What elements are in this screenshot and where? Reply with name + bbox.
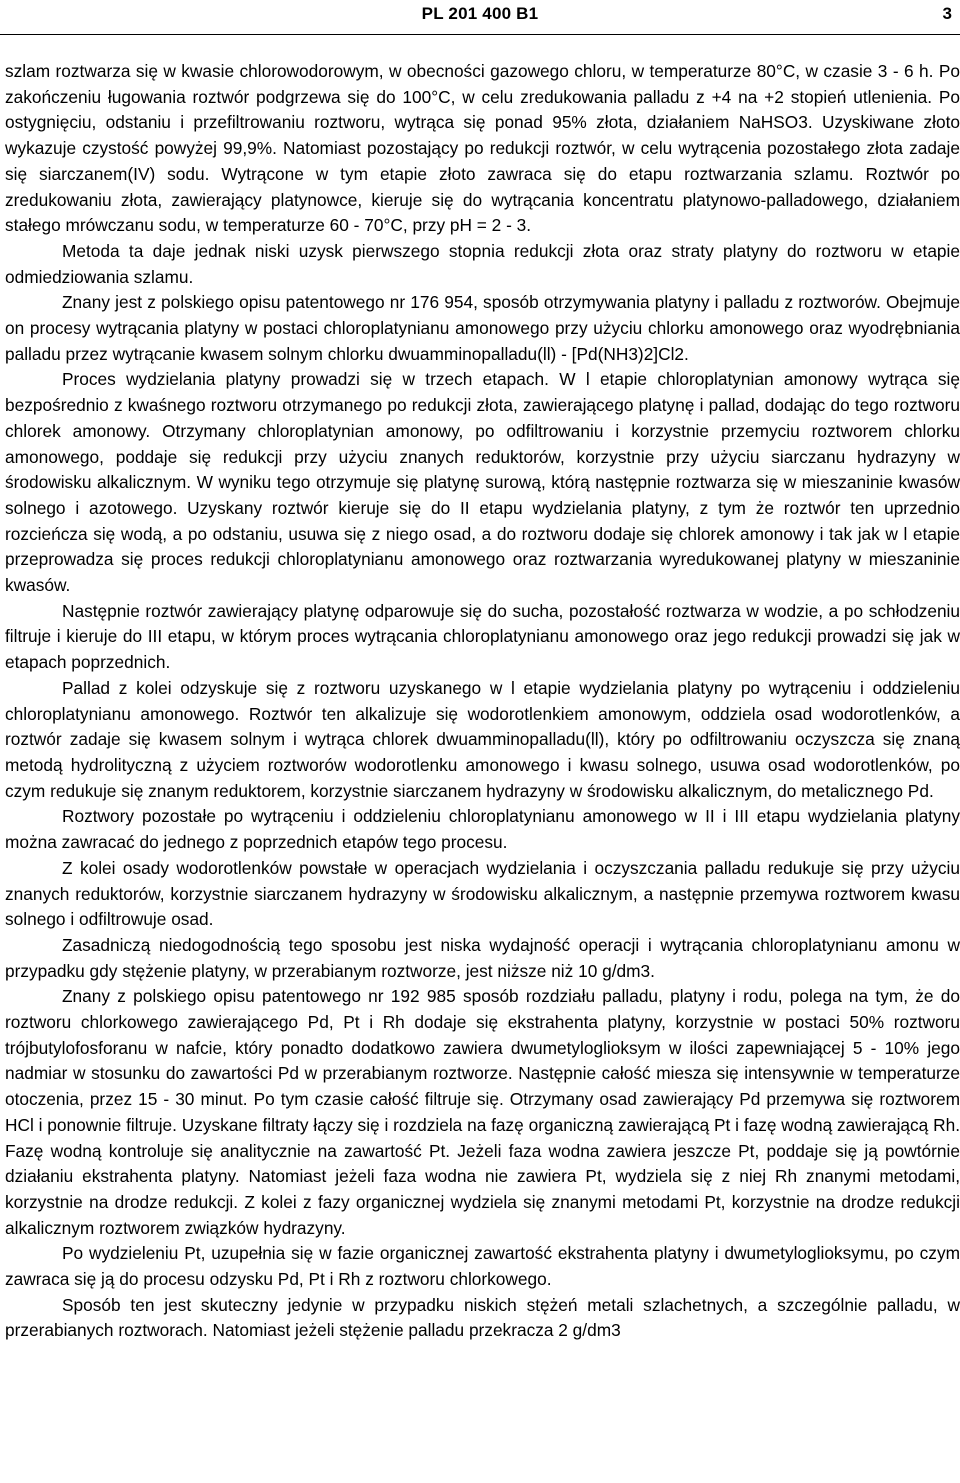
paragraph: Znany jest z polskiego opisu patentowego nr 176 954, sposób otrzymywania platyny i palladu z roztworów. Obejmuje on procesy wytrącania platyny w postaci chloroplatynianu amonowego przy użyciu chlorku amonowego oraz wyodrębniania palladu przez wytrącanie kwasem solnym chlorku dwuamminopalladu(ll) - [Pd(NH3)2]Cl2. xyxy=(5,292,960,364)
paragraph: Sposób ten jest skuteczny jedynie w przypadku niskich stężeń metali szlachetnych, a szczególnie palladu, w przerabianych roztworach. Natomiast jeżeli stężenie palladu przekracza 2 g/dm3 xyxy=(5,1294,960,1341)
paragraph: Proces wydzielania platyny prowadzi się w trzech etapach. W l etapie chloroplatynian amonowy wytrąca się bezpośrednio z kwaśnego roztworu otrzymanego po redukcji złota, zawierającego platynę i pallad, dodając do tego roztworu chlorek amonowy. Otrzymany chloroplatynian amonowy, po odfiltrowaniu i korzystnie przemyciu roztworem chlorku amonowego, poddaje się redukcji przy użyciu znanych reduktorów, korzystnie przy użyciu siarczanu hydrazyny w środowisku alkalicznym. W wyniku tego otrzymuje się platynę surową, którą następnie roztwarza się w mieszaninie kwasów solnego i azotowego. Uzyskany roztwór kieruje się do II etapu wydzielania platyny, z tym że roztwór ten uprzednio rozcieńcza się wodą, a po odstaniu, usuwa się z niego osad, a do roztworu dodaje się chlorek amonowy i tak jak w l etapie przeprowadza się proces redukcji chloroplatynianu amonowego oraz roztwarzania wyredukowanej platyny w mieszaninie kwasów. xyxy=(5,369,960,596)
paragraph: Znany z polskiego opisu patentowego nr 192 985 sposób rozdziału palladu, platyny i rodu, polega na tym, że do roztworu chlorkowego zawierającego Pd, Pt i Rh dodaje się ekstrahenta platyny, korzystnie w postaci 50% roztworu trójbutylofosforanu w nafcie, który ponadto dodatkowo zawiera dwumetyloglioksym w ilości zapewniającej 5 - 10% jego nadmiar w stosunku do zawartości Pd w przerabianym roztworze. Następnie całość miesza się intensywnie w temperaturze otoczenia, przez 15 - 30 minut. Po tym czasie całość filtruje się. Otrzymany osad zawierający Pd przemywa się roztworem HCl i ponownie filtruje. Uzyskane filtraty łączy się i rozdziela na fazę organiczną zawierającą Pt i fazę wodną zawierającą Rh. Fazę wodną kontroluje się analitycznie na zawartość Pt. Jeżeli faza wodna zawiera jeszcze Pt, poddaje się ją powtórnie działaniu ekstrahenta platyny. Natomiast jeżeli faza wodna nie zawiera Pt, wydziela się z niej Rh znanymi metodami, korzystnie na drodze redukcji. Z kolei z fazy organicznej wydziela się znanymi metodami Pt, korzystnie na drodze redukcji alkalicznym roztworem związków hydrazyny. xyxy=(5,986,960,1238)
paragraph: Następnie roztwór zawierający platynę odparowuje się do sucha, pozostałość roztwarza w wodzie, a po schłodzeniu filtruje i kieruje do III etapu, w którym proces wytrącania chloroplatynianu amonowego oraz jego redukcji prowadzi się jak w etapach poprzednich. xyxy=(5,600,960,673)
paragraph: Zasadniczą niedogodnością tego sposobu jest niska wydajność operacji i wytrącania chloroplatynianu amonu w przypadku gdy stężenie platyny, w przerabianym roztworze, jest niższe niż 10 g/dm3. xyxy=(5,934,960,981)
page-number: 3 xyxy=(942,4,952,23)
paragraph: Po wydzieleniu Pt, uzupełnia się w fazie organicznej zawartość ekstrahenta platyny i dwumetyloglioksymu, po czym zawraca się ją do procesu odzysku Pd, Pt i Rh z roztworu chlorkowego. xyxy=(5,1243,960,1290)
page-header xyxy=(0,4,960,28)
document-body xyxy=(5,59,960,1344)
paragraph: Metoda ta daje jednak niski uzysk pierwszego stopnia redukcji złota oraz straty platyny do roztworu w etapie odmiedziowania szlamu. xyxy=(5,240,960,287)
paragraph: szlam roztwarza się w kwasie chlorowodorowym, w obecności gazowego chloru, w temperaturze 80°C, w czasie 3 - 6 h. Po zakończeniu ługowania roztwór podgrzewa się do 100°C, w celu zredukowania palladu z +4 na +2 stopień utlenienia. Po ostygnięciu, odstaniu i przefiltrowaniu roztworu, wytrąca się ponad 95% złota, działaniem NaHSO3. Uzyskiwane złoto wykazuje czystość powyżej 99,9%. Natomiast pozostający po redukcji roztwór, w celu wytrącenia pozostałego złota zadaje się siarczanem(IV) sodu. Wytrącone w tym etapie złoto zawraca się do etapu roztwarzania szlamu. Roztwór po zredukowaniu złota, zawierający platynowce, kieruje się do wytrącania koncentratu platynowo-palladowego, działaniem stałego mrówczanu sodu, w temperaturze 60 - 70°C, przy pH = 2 - 3. xyxy=(5,61,960,236)
paragraph: Z kolei osady wodorotlenków powstałe w operacjach wydzielania i oczyszczania palladu redukuje się przy użyciu znanych reduktorów, korzystnie siarczanem hydrazyny w środowisku alkalicznym, a następnie przemywa roztworem kwasu solnego i odfiltrowuje osad. xyxy=(5,857,960,930)
header-divider xyxy=(0,34,960,35)
paragraph: Pallad z kolei odzyskuje się z roztworu uzyskanego w l etapie wydzielania platyny po wytrąceniu i oddzieleniu chloroplatynianu amonowego. Roztwór ten alkalizuje się wodorotlenkiem amonowym, oddziela osad wodorotlenków, a roztwór zadaje się kwasem solnym i wytrąca chlorek dwuamminopalladu(ll), który po odfiltrowaniu oczyszcza się znaną metodą hydrolityczną z użyciem roztworów wodorotlenku amonowego i kwasu solnego, usuwa osad wodorotlenków, po czym redukuje się znanym reduktorem, korzystnie siarczanem hydrazyny w środowisku alkalicznym, do metalicznego Pd. xyxy=(5,677,960,801)
patent-number: PL 201 400 B1 xyxy=(421,4,539,23)
paragraph: Roztwory pozostałe po wytrąceniu i oddzieleniu chloroplatynianu amonowego w II i III etapu wydzielania platyny można zawracać do jednego z poprzednich etapów tego procesu. xyxy=(5,806,960,853)
